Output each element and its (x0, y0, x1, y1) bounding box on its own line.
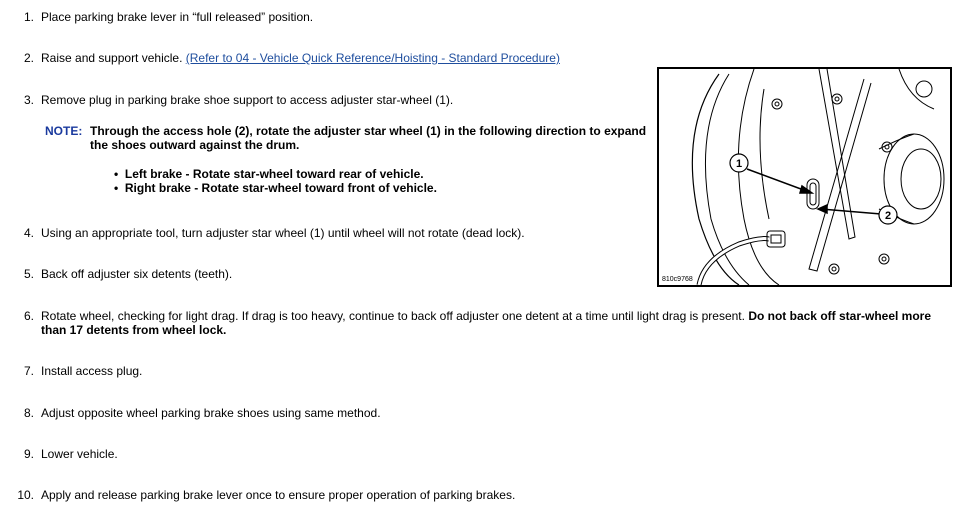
bullet-icon: • (114, 181, 125, 195)
hoisting-procedure-link[interactable]: (Refer to 04 - Vehicle Quick Reference/Hoisting - Standard Procedure) (185, 51, 560, 65)
svg-text:1: 1 (735, 158, 743, 170)
figure-id: 810c9768 (662, 276, 693, 283)
bullet-icon: • (114, 167, 125, 181)
step-number: 8. (23, 406, 34, 420)
callout-2 (879, 206, 897, 224)
step-number: 1. (23, 10, 34, 24)
step-number: 6. (23, 309, 34, 323)
note-bullet-list (114, 167, 437, 195)
step-text: Apply and release parking brake lever once to ensure proper operation of parking brakes. (41, 488, 516, 502)
step-number: 9. (23, 447, 34, 461)
brake-adjuster-figure (657, 67, 952, 287)
callout-1 (730, 154, 748, 172)
step-text: Rotate wheel, checking for light drag. If drag is too heavy, continue to back off adjuster one detent at a time until light drag is present. Do not back off star-wheel more than 17 detents from wheel lock. (41, 309, 932, 337)
brake-drum-illustration (659, 69, 950, 285)
note-text: Through the access hole (2), rotate the adjuster star wheel (1) in the following direction to expand the shoes outward against the drum. (90, 124, 647, 152)
step-text: Install access plug. (41, 364, 143, 378)
step-text: Adjust opposite wheel parking brake shoes using same method. (41, 406, 381, 420)
step-text: Lower vehicle. (41, 447, 118, 461)
step-text: Remove plug in parking brake shoe support to access adjuster star-wheel (1). (41, 93, 454, 107)
step-text-main: Raise and support vehicle. (41, 51, 183, 65)
step-text: Using an appropriate tool, turn adjuster star wheel (1) until wheel will not rotate (dead lock). (41, 226, 525, 240)
step-text (41, 51, 560, 65)
step-number: 10. (17, 488, 34, 502)
step-text: Back off adjuster six detents (teeth). (41, 267, 233, 281)
bullet-item: • Left brake - Rotate star-wheel toward rear of vehicle. (114, 167, 424, 181)
step-text: Place parking brake lever in “full released” position. (41, 10, 314, 24)
note-label: NOTE: (45, 124, 83, 138)
warning-text: Do not back off star-wheel more than 17 detents from wheel lock. (41, 309, 932, 337)
bullet-item: • Right brake - Rotate star-wheel toward front of vehicle. (114, 181, 437, 195)
svg-text:2: 2 (884, 210, 892, 222)
step-number: 5. (23, 267, 34, 281)
step-number: 7. (23, 364, 34, 378)
step-number: 3. (23, 93, 34, 107)
step-number: 4. (23, 226, 34, 240)
step-number: 2. (23, 51, 34, 65)
